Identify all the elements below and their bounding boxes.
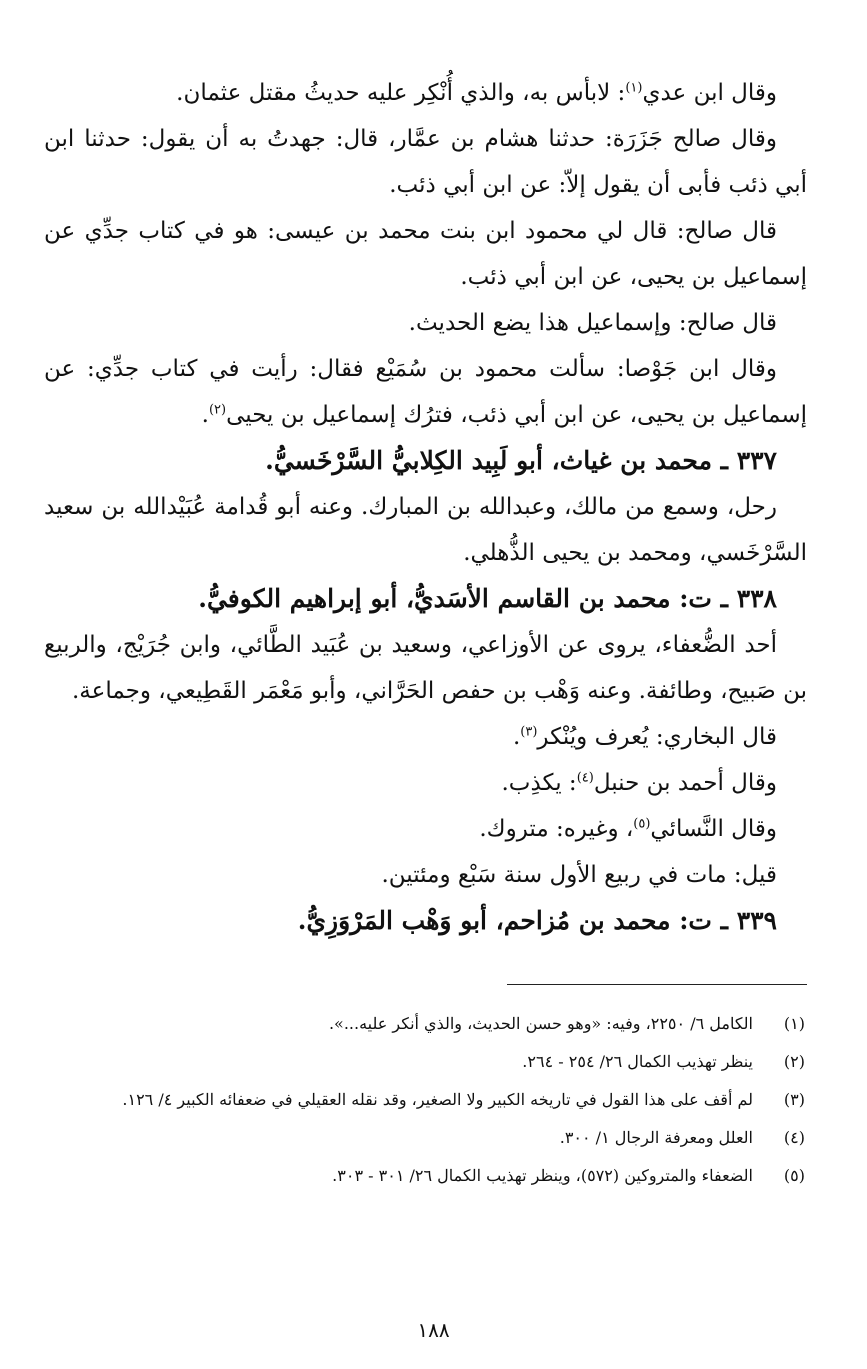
main-text [44, 70, 807, 944]
entry-heading-339: ٣٣٩ ـ ت: محمد بن مُزاحم، أبو وَهْب المَرْوَزِيُّ. [297, 906, 777, 935]
footnote [48, 1010, 805, 1037]
footnote-ref[interactable]: (٥) [633, 816, 651, 832]
footnote-text: الضعفاء والمتروكين (٥٧٢)، وينظر تهذيب الكمال ٢٦/ ٣٠١ - ٣٠٣. [332, 1166, 753, 1185]
footnote-ref[interactable]: (٤) [576, 770, 594, 786]
footnote-ref[interactable]: (٣) [520, 724, 538, 740]
footnote-divider [507, 984, 807, 985]
footnote-text: لم أقف على هذا القول في تاريخه الكبير ولا الصغير، وقد نقله العقيلي في ضعفائه الكبير ٤/ ١٢٦. [122, 1090, 753, 1109]
paragraph: قال صالح: قال لي محمود ابن بنت محمد بن عيسى: هو في كتاب جدِّي عن إسماعيل بن يحيى، عن ابن أبي ذئب. [44, 218, 807, 290]
footnote [48, 1086, 805, 1113]
paragraph: أحد الضُّعفاء، يروى عن الأوزاعي، وسعيد بن عُبَيد الطَّائي، وابن جُرَيْج، والربيع بن صَبيح، وطائفة. وعنه وَهْب بن حفص الحَرَّاني، وأبو مَعْمَر القَطِيعي، وجماعة. [44, 632, 807, 704]
footnote-number: (٢) [783, 1052, 805, 1071]
page-number: ١٨٨ [417, 1318, 450, 1342]
entry-heading-338: ٣٣٨ ـ ت: محمد بن القاسم الأسَديُّ، أبو إبراهيم الكوفيُّ. [198, 584, 777, 613]
footnote-ref[interactable]: (٢) [208, 402, 227, 418]
footnote-number: (٥) [783, 1166, 805, 1185]
paragraph: وقال أحمد بن حنبل$^{(٤)}$: يكذِب. [501, 770, 777, 796]
footnote-ref[interactable]: (١) [625, 80, 643, 96]
paragraph: قيل: مات في ربيع الأول سنة سَبْع ومئتين. [381, 862, 777, 888]
entry-heading-337: ٣٣٧ ـ محمد بن غياث، أبو لَبِيد الكِلابيُّ السَّرْخَسيُّ. [265, 446, 777, 475]
paragraph: رحل، وسمع من مالك، وعبدالله بن المبارك. وعنه أبو قُدامة عُبَيْدالله بن سعيد السَّرْخَسي، ومحمد بن يحيى الذُّهلي. [44, 494, 807, 566]
footnote-text: ينظر تهذيب الكمال ٢٦/ ٢٥٤ - ٢٦٤. [522, 1052, 753, 1071]
footnote-number: (٤) [783, 1128, 805, 1147]
footnote-text: الكامل ٦/ ٢٢٥٠، وفيه: «وهو حسن الحديث، والذي أنكر عليه...». [328, 1014, 753, 1033]
footnote [48, 1048, 805, 1075]
footnote-number: (٣) [783, 1090, 805, 1109]
footnotes [48, 1010, 805, 1200]
paragraph: وقال صالح جَزَرَة: حدثنا هشام بن عمَّار، قال: جهدتُ به أن يقول: حدثنا ابن أبي ذئب فأبى أن يقول إلاّ: عن ابن أبي ذئب. [44, 126, 807, 198]
paragraph: وقال ابن عدي$^{(١)}$: لابأس به، والذي أُنْكِر عليه حديثُ مقتل عثمان. [176, 80, 777, 106]
paragraph: وقال النَّسائي$^{(٥)}$، وغيره: متروك. [479, 816, 777, 842]
footnote [48, 1162, 805, 1189]
paragraph: قال البخاري: يُعرف ويُنْكر$^{(٣)}$. [512, 724, 777, 750]
paragraph: قال صالح: وإسماعيل هذا يضع الحديث. [408, 310, 777, 336]
footnote-text: العلل ومعرفة الرجال ١/ ٣٠٠. [559, 1128, 753, 1147]
footnote-number: (١) [783, 1014, 805, 1033]
paragraph: وقال ابن جَوْصا: سألت محمود بن سُمَيْع فقال: رأيت في كتاب جدِّي: عن إسماعيل بن يحيى، عن ابن أبي ذئب، فترُك إسماعيل بن يحيى$^{(٢)}$. [44, 356, 807, 428]
footnote [48, 1124, 805, 1151]
